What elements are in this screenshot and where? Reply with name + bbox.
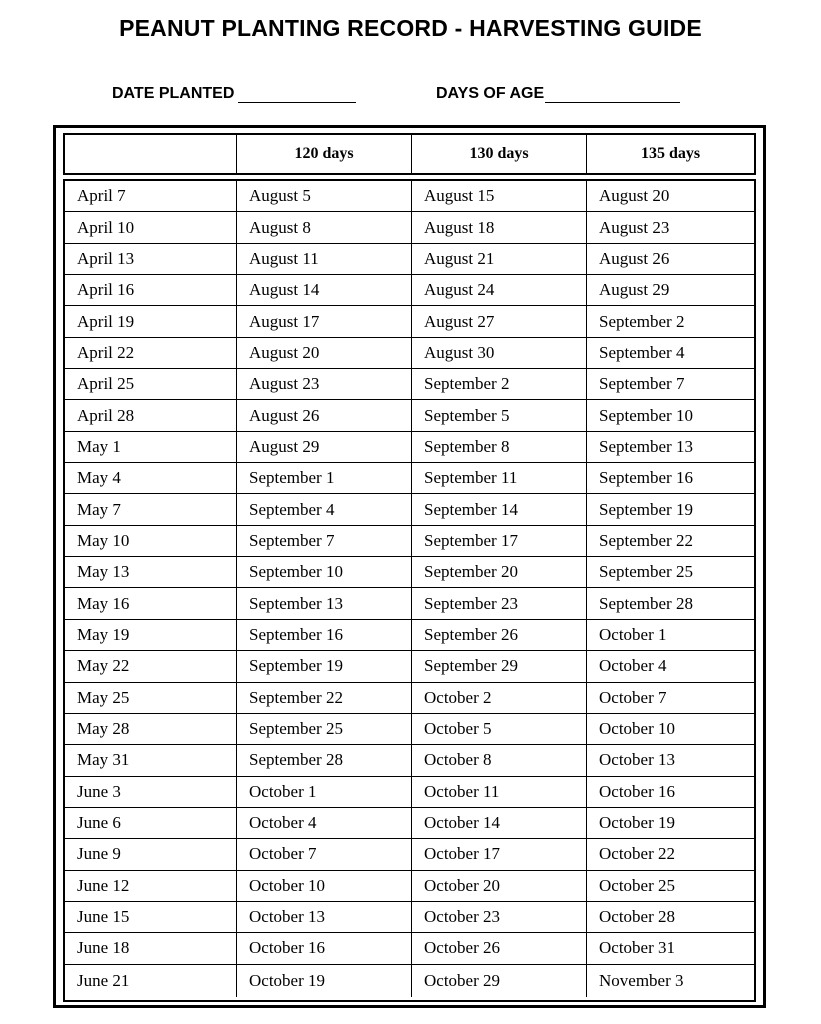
table-row [65, 306, 754, 337]
harvest-130-cell: September 5 [412, 400, 587, 430]
planting-date-cell: May 16 [65, 588, 237, 618]
planting-date-cell: June 21 [65, 965, 237, 998]
table-row [65, 494, 754, 525]
header-cell-135-days: 135 days [640, 145, 701, 162]
harvest-135-cell: October 19 [599, 813, 676, 833]
harvest-120-cell: September 13 [237, 588, 412, 618]
table-row [65, 902, 754, 933]
table-row [65, 557, 754, 588]
days-of-age-blank[interactable] [545, 85, 680, 103]
table-row [65, 463, 754, 494]
harvest-130-cell: October 14 [412, 808, 587, 838]
harvest-135-cell: October 10 [599, 719, 676, 739]
harvest-130-cell: October 8 [412, 745, 587, 775]
harvest-135-cell: September 19 [599, 499, 693, 519]
table-header-row [63, 133, 756, 175]
planting-date-cell: April 19 [65, 306, 237, 336]
harvest-130-cell: September 23 [412, 588, 587, 618]
harvest-120-cell: October 7 [237, 839, 412, 869]
header-cell-planting-date [65, 135, 237, 173]
harvest-120-cell: September 10 [237, 557, 412, 587]
harvest-130-cell: August 21 [412, 244, 587, 274]
harvest-120-cell: October 19 [237, 965, 412, 998]
harvest-135-cell: November 3 [599, 971, 684, 991]
table-row [65, 808, 754, 839]
harvest-120-cell: August 5 [237, 181, 412, 211]
header-cell-120-days: 120 days [237, 135, 412, 173]
days-of-age-field [436, 85, 680, 103]
planting-date-cell: April 16 [65, 275, 237, 305]
planting-date-cell: April 7 [65, 181, 237, 211]
planting-date-cell: June 12 [65, 871, 237, 901]
harvest-130-cell: October 26 [412, 933, 587, 963]
harvest-135-cell: September 7 [599, 374, 685, 394]
date-planted-label: DATE PLANTED [112, 85, 235, 102]
table-row [65, 714, 754, 745]
planting-date-cell: April 10 [65, 212, 237, 242]
days-of-age-label: DAYS OF AGE [436, 85, 545, 102]
harvest-130-cell: September 17 [412, 526, 587, 556]
harvest-130-cell: October 29 [412, 965, 587, 998]
harvest-130-cell: September 29 [412, 651, 587, 681]
harvest-135-cell: August 23 [599, 217, 670, 237]
harvest-135-cell: September 4 [599, 342, 685, 362]
harvest-135-cell: October 25 [599, 875, 676, 895]
harvest-135-cell: September 16 [599, 468, 693, 488]
table-row [65, 839, 754, 870]
planting-date-cell: April 25 [65, 369, 237, 399]
harvest-table [53, 125, 766, 1008]
harvest-130-cell: September 20 [412, 557, 587, 587]
harvest-130-cell: September 2 [412, 369, 587, 399]
harvest-120-cell: August 17 [237, 306, 412, 336]
harvest-130-cell: October 20 [412, 871, 587, 901]
planting-date-cell: May 7 [65, 494, 237, 524]
harvest-120-cell: October 16 [237, 933, 412, 963]
harvest-130-cell: August 30 [412, 338, 587, 368]
table-row [65, 965, 754, 998]
table-row [65, 588, 754, 619]
harvest-135-cell: August 29 [599, 280, 670, 300]
harvest-120-cell: September 19 [237, 651, 412, 681]
table-row [65, 651, 754, 682]
harvest-135-cell: October 7 [599, 687, 667, 707]
page-title: PEANUT PLANTING RECORD - HARVESTING GUIDE [119, 15, 702, 41]
header-cell-130-days: 130 days [412, 135, 587, 173]
planting-date-cell: April 13 [65, 244, 237, 274]
harvest-130-cell: October 11 [412, 777, 587, 807]
harvest-130-cell: September 26 [412, 620, 587, 650]
planting-date-cell: May 28 [65, 714, 237, 744]
harvest-120-cell: August 23 [237, 369, 412, 399]
planting-date-cell: April 28 [65, 400, 237, 430]
harvest-120-cell: August 14 [237, 275, 412, 305]
harvest-135-cell: August 26 [599, 248, 670, 268]
harvest-120-cell: September 1 [237, 463, 412, 493]
table-row [65, 871, 754, 902]
planting-date-cell: June 18 [65, 933, 237, 963]
harvest-130-cell: August 27 [412, 306, 587, 336]
harvest-135-cell: September 22 [599, 530, 693, 550]
harvest-135-cell: October 31 [599, 938, 676, 958]
harvest-130-cell: September 11 [412, 463, 587, 493]
planting-date-cell: June 3 [65, 777, 237, 807]
planting-date-cell: June 15 [65, 902, 237, 932]
date-planted-field [112, 85, 356, 103]
harvest-135-cell: September 25 [599, 562, 693, 582]
harvest-130-cell: August 18 [412, 212, 587, 242]
harvest-135-cell: October 22 [599, 844, 676, 864]
table-row [65, 933, 754, 964]
harvest-135-cell: October 16 [599, 781, 676, 801]
harvest-120-cell: September 7 [237, 526, 412, 556]
harvest-130-cell: October 5 [412, 714, 587, 744]
harvest-130-cell: August 24 [412, 275, 587, 305]
date-planted-blank[interactable] [238, 85, 356, 103]
harvest-135-cell: October 28 [599, 907, 676, 927]
planting-date-cell: May 31 [65, 745, 237, 775]
table-row [65, 777, 754, 808]
harvest-135-cell: September 13 [599, 436, 693, 456]
harvest-120-cell: September 28 [237, 745, 412, 775]
harvest-130-cell: August 15 [412, 181, 587, 211]
table-row [65, 400, 754, 431]
planting-date-cell: May 25 [65, 683, 237, 713]
harvest-120-cell: September 16 [237, 620, 412, 650]
harvest-120-cell: September 25 [237, 714, 412, 744]
planting-date-cell: May 1 [65, 432, 237, 462]
table-row [65, 620, 754, 651]
harvest-120-cell: August 8 [237, 212, 412, 242]
planting-date-cell: June 9 [65, 839, 237, 869]
harvest-120-cell: October 1 [237, 777, 412, 807]
table-row [65, 212, 754, 243]
table-row [65, 275, 754, 306]
harvest-130-cell: October 2 [412, 683, 587, 713]
table-row [65, 745, 754, 776]
harvest-120-cell: September 22 [237, 683, 412, 713]
harvest-135-cell: September 2 [599, 311, 685, 331]
harvest-120-cell: October 10 [237, 871, 412, 901]
harvest-120-cell: August 29 [237, 432, 412, 462]
table-row [65, 683, 754, 714]
harvest-135-cell: October 1 [599, 624, 667, 644]
harvest-130-cell: October 23 [412, 902, 587, 932]
planting-date-cell: May 10 [65, 526, 237, 556]
table-row [65, 432, 754, 463]
harvest-120-cell: September 4 [237, 494, 412, 524]
harvest-120-cell: October 13 [237, 902, 412, 932]
harvest-130-cell: September 8 [412, 432, 587, 462]
harvest-120-cell: October 4 [237, 808, 412, 838]
harvest-135-cell: October 13 [599, 750, 676, 770]
harvest-135-cell: August 20 [599, 186, 670, 206]
table-row [65, 526, 754, 557]
harvest-135-cell: September 28 [599, 593, 693, 613]
table-row [65, 244, 754, 275]
table-row [65, 369, 754, 400]
harvest-120-cell: August 20 [237, 338, 412, 368]
planting-date-cell: April 22 [65, 338, 237, 368]
harvest-135-cell: September 10 [599, 405, 693, 425]
harvest-120-cell: August 26 [237, 400, 412, 430]
harvest-130-cell: October 17 [412, 839, 587, 869]
planting-date-cell: June 6 [65, 808, 237, 838]
harvest-130-cell: September 14 [412, 494, 587, 524]
harvest-120-cell: August 11 [237, 244, 412, 274]
table-row [65, 338, 754, 369]
planting-date-cell: May 4 [65, 463, 237, 493]
planting-date-cell: May 19 [65, 620, 237, 650]
planting-date-cell: May 22 [65, 651, 237, 681]
planting-date-cell: May 13 [65, 557, 237, 587]
table-body [63, 179, 756, 1002]
harvest-135-cell: October 4 [599, 656, 667, 676]
table-row [65, 181, 754, 212]
